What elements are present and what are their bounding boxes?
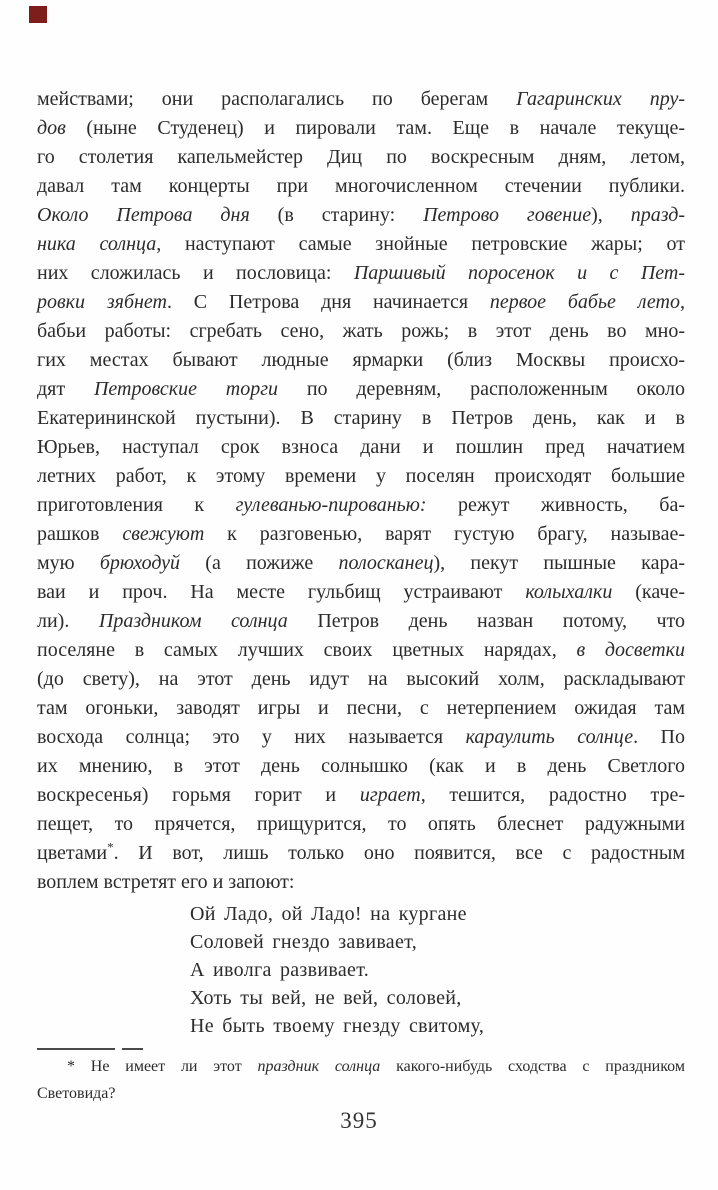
text-run: воскресенья) горьмя горит и xyxy=(37,784,360,806)
text-run: рашков xyxy=(37,523,123,545)
text-run: Петров день назван потому, что xyxy=(287,610,686,632)
body-text-line xyxy=(37,462,685,491)
body-text-line xyxy=(37,85,685,114)
footnote-line xyxy=(37,1053,685,1080)
body-text-line xyxy=(37,839,685,868)
text-run: (каче- xyxy=(612,581,685,603)
italic-text-run: Гагаринских пру- xyxy=(516,88,685,110)
body-text-line xyxy=(37,259,685,288)
text-run: к разговенью, варят густую брагу, называе- xyxy=(204,523,685,545)
body-text-line xyxy=(37,288,685,317)
text-run: го столетия капельмейстер Диц по воскресным дням, летом, xyxy=(37,146,685,168)
body-text-line xyxy=(37,346,685,375)
text-run: режут живность, ба- xyxy=(426,494,685,516)
body-text-line xyxy=(37,404,685,433)
text-run: восхода солнца; это у них называется xyxy=(37,726,466,748)
text-run: них сложилась и пословица: xyxy=(37,262,354,284)
text-run: (а пожиже xyxy=(180,552,339,574)
text-run: Екатерининской пустыни). В старину в Петров день, как и в xyxy=(37,407,685,429)
text-run: , xyxy=(680,291,685,313)
text-run: гих местах бывают людные ярмарки (близ Москвы происхо- xyxy=(37,349,685,371)
body-text-line xyxy=(37,230,685,259)
body-text-line xyxy=(37,172,685,201)
body-text-line xyxy=(37,143,685,172)
body-text-line xyxy=(37,781,685,810)
text-run: , тешится, радостно тре- xyxy=(420,784,685,806)
verse-block xyxy=(37,900,685,1040)
footnote-separator xyxy=(37,1048,143,1050)
text-run: по деревням, расположенным около xyxy=(278,378,685,400)
italic-text-run: празд- xyxy=(630,204,686,226)
italic-text-run: Петрово говение xyxy=(423,204,592,226)
text-run: * xyxy=(107,839,114,855)
italic-text-run: дов xyxy=(37,117,66,139)
text-run: . И вот, лишь только оно появится, все с радостным xyxy=(113,842,685,864)
body-text-line xyxy=(37,752,685,781)
italic-text-run: ровки зябнет xyxy=(37,291,167,313)
text-run: . По xyxy=(633,726,685,748)
body-text-line xyxy=(37,694,685,723)
italic-text-run: Паршивый поросенок и с Пет- xyxy=(353,262,686,284)
text-run: ваи и проч. На месте гульбищ устраивают xyxy=(37,581,526,603)
footnote-line xyxy=(37,1080,685,1107)
text-run: дят xyxy=(37,378,94,400)
verse-line: Не быть твоему гнезду свитому, xyxy=(190,1015,485,1037)
text-run: мействами; они располагались по берегам xyxy=(37,88,517,110)
body-text-line xyxy=(37,607,685,636)
text-run: поселяне в самых лучших своих цветных нарядах, xyxy=(37,639,577,661)
body-text-line xyxy=(37,578,685,607)
body-text-line xyxy=(37,114,685,143)
text-run: , наступают самые знойные петровские жары; от xyxy=(156,233,685,255)
body-text-line xyxy=(37,375,685,404)
text-run: Световида? xyxy=(37,1085,116,1102)
italic-text-run: колыхалки xyxy=(525,581,613,603)
text-run: (до свету), на этот день идут на высокий холм, раскладывают xyxy=(37,668,685,690)
body-text-line xyxy=(37,810,685,839)
text-run: . С Петрова дня начинается xyxy=(166,291,490,313)
text-run: (в старину: xyxy=(249,204,424,226)
verse-line: Соловей гнездо завивает, xyxy=(190,931,417,953)
verse-line: Ой Ладо, ой Ладо! на кургане xyxy=(190,903,467,925)
italic-text-run: свежуют xyxy=(122,523,205,545)
body-text-line xyxy=(37,491,685,520)
text-run: их мнению, в этот день солнышко (как и в день Светлого xyxy=(37,755,685,777)
body-paragraph xyxy=(37,85,685,897)
text-run: давал там концерты при многочисленном стечении публики. xyxy=(37,175,685,197)
italic-text-run: Около Петрова дня xyxy=(37,204,250,226)
text-run: пещет, то прячется, прищурится, то опять блеснет радужными xyxy=(37,813,685,835)
text-run: бабьи работы: сгребать сено, жать рожь; в этот день во мно- xyxy=(37,320,685,342)
italic-text-run: играет xyxy=(359,784,421,806)
italic-text-run: праздник солнца xyxy=(257,1058,381,1075)
page-number: 395 xyxy=(340,1108,378,1133)
verse-line: А иволга развивает. xyxy=(190,959,370,981)
italic-text-run: в досветки xyxy=(576,639,685,661)
body-text-line xyxy=(37,520,685,549)
text-run: ), xyxy=(591,204,631,226)
text-run: воплем встретят его и запоют: xyxy=(37,871,295,893)
body-text-line xyxy=(37,723,685,752)
italic-text-run: караулить солнце xyxy=(465,726,634,748)
footnote xyxy=(37,1053,685,1107)
italic-text-run: полосканец xyxy=(338,552,434,574)
text-run: (ныне Студенец) и пировали там. Еще в начале текуще- xyxy=(65,117,685,139)
text-run: мую xyxy=(37,552,100,574)
text-run: летних работ, к этому времени у поселян происходят большие xyxy=(37,465,685,487)
text-run: * Не имеет ли этот xyxy=(67,1058,258,1075)
text-run: ли). xyxy=(37,610,99,632)
italic-text-run: первое бабье лето xyxy=(489,291,680,313)
body-text-line xyxy=(37,317,685,346)
italic-text-run: ника солнца xyxy=(37,233,157,255)
body-text-line xyxy=(37,549,685,578)
body-text-line xyxy=(37,201,685,230)
text-run: ), пекут пышные кара- xyxy=(433,552,685,574)
text-run: приготовления к xyxy=(37,494,236,516)
body-text-line xyxy=(37,868,685,897)
text-run: цветами xyxy=(37,842,108,864)
italic-text-run: Праздником солнца xyxy=(98,610,288,632)
scan-artifact-mark xyxy=(29,6,47,23)
body-text-line xyxy=(37,665,685,694)
verse-line: Хоть ты вей, не вей, соловей, xyxy=(190,987,462,1009)
body-text-line xyxy=(37,433,685,462)
italic-text-run: Петровские торги xyxy=(93,378,279,400)
body-text-line xyxy=(37,636,685,665)
text-run: какого-нибудь сходства с праздником xyxy=(380,1058,685,1075)
italic-text-run: брюходуй xyxy=(99,552,181,574)
text-run: там огоньки, заводят игры и песни, с нетерпением ожидая там xyxy=(37,697,685,719)
text-run: Юрьев, наступал срок взноса дани и пошлин пред начатием xyxy=(37,436,685,458)
main-text-column xyxy=(37,85,685,1040)
italic-text-run: гулеванью-пированью: xyxy=(235,494,427,516)
